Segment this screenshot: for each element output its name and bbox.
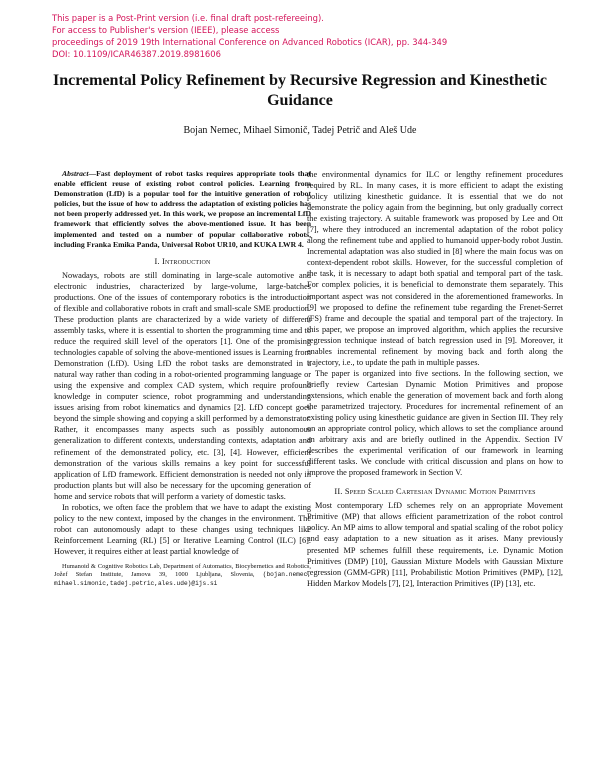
abstract: [54, 169, 311, 250]
author-list: Bojan Nemec, Mihael Simonič, Tadej Petrič and Aleš Ude: [183, 125, 417, 136]
paragraph: Most contemporary LfD schemes rely on an appropriate Movement Primitive (MP) that allows efficient parametrization of the robot control policy. An MP aims to allow temporal and spatial scaling of the robot policy and easy adaptation to a new situation as it arises. Many previously presented MP schemes fulfill these requirements, i.e. Dynamic Motion Primitives (DMP) [10], Gaussian Mixture Models with Gaussian Mixture regression (GMM-GPR) [11], Probabilistic Motion Primitives (PMP), [12], Hidden Markov Models [7], [2], Interaction Primitives (IP) [13], etc.: [307, 501, 563, 588]
abstract-text: —Fast deployment of robot tasks requires appropriate tools that enable efficient reuse of existing robot control policies. Learning from Demonstration (LfD) is a popular tool for the intuitive generation of robot policies, but the issue of how to address the adaptation of existing policies has not been properly addressed yet. In this work, we propose an incremental LfD framework that efficiently solves the above-mentioned issue. It has been implemented and tested on a number of popular collaborative robots, including Franka Emika Panda, Universal Robot UR10, and KUKA LWR 4.: [54, 169, 311, 249]
notice-line-2[interactable]: For access to Publisher's version (IEEE), please access: [52, 25, 280, 35]
left-column: [54, 169, 311, 588]
postprint-notice: [52, 12, 552, 60]
paper-title: Incremental Policy Refinement by Recursive Regression and Kinesthetic Guidance: [52, 72, 547, 109]
section-heading-introduction: I. Introduction: [154, 256, 211, 266]
section-heading-dmp: II. Speed Scaled Cartesian Dynamic Motion Primitives: [334, 487, 536, 497]
footnote-emails: (bojan.nemec, mihael.simonic,tadej.petric,ales.ude)@ijs.si: [54, 571, 312, 587]
notice-doi[interactable]: DOI: 10.1109/ICAR46387.2019.8981606: [52, 49, 221, 59]
notice-line-3: proceedings of 2019 19th International Conference on Advanced Robotics (ICAR), pp. 344-349: [52, 37, 448, 47]
right-column: [307, 169, 563, 589]
paragraph: the environmental dynamics for ILC or lengthy refinement procedures required by RL. In many cases, it is more efficient to adapt the existing policy utilizing kinesthetic guidance. It is essential that we do not demonstrate the policy again from the beginning, but only gradually correct the existing trajectory. A suitable framework was proposed by Lee and Ott [7], where they introduced an incremental adaptation of the robot policy along the refinement tube and applied to humanoid upper-body robot Justin. Incremental adaptation was also studied in [8] where the main focus was on context-dependent robot skills. However, for the successful completion of the task, it is necessary to adapt both spatial and temporal part of the task. For complex policies, it is beneficial to demonstrate them separately. This important aspect was not considered in the aforementioned frameworks. In [9] we proposed to define the refinement tube regarding the Frenet-Serret (FS) frame and decouple the spatial and temporal part of the trajectory. In this paper, we propose an improved algorithm, which applies the recursive regression technique instead of batch regression used in [9]. Moreover, it enables incremental refinement by moving back and forth along the trajectory, i.e., to update the path in multiple passes.: [307, 170, 563, 367]
notice-line-1: This paper is a Post-Print version (i.e. final draft post-refereeing).: [52, 13, 324, 23]
paragraph: In robotics, we often face the problem that we have to adapt the existing policy to the new context, imposed by the changes in the environment. The robot can autonomously adapt to these changes using techniques like Reinforcement Learning (RL) [5] or Iterative Learning Control (ILC) [6]. However, it requires either at least partial knowledge of: [54, 502, 311, 556]
author-affiliation-footnote: [54, 563, 311, 588]
paragraph: Nowadays, robots are still dominating in large-scale automotive and electronic industries, characterized by large-volume, large-batches productions. One of the issues of contemporary robotics is the introduction of flexible and collaborative robots in craft and small-scale SME production. These production plants are characterized by a wide variety of different assembly tasks, where it is essential to shorten the programming time and to reduce the required skill level of the operators [1]. One of the promising technologies capable of solving the above-mentioned issues is Learning from Demonstration (LfD). Using LfD the robot tasks are demonstrated in a natural way rather than coding in a robot-oriented programming language or using the expensive and complex CAD system, which require profound knowledge in computer science, robot programming and understanding issues arising from robot kinematics and dynamics [2]. LfD concept goes beyond the simple showing and copying a skill performed by a demonstrator. Rather, it encompasses many aspects such as possibly autonomous generalization to different contexts, understanding contexts, adaptation and refinement of the demonstrated policy, etc. [3], [4]. However, efficient demonstration of the various skills remains a key point for successful application of LfD framework. Efficient demonstration is needed not only in production plants but will also be necessary for the upcoming generation of home and service robots that will perform a variety of domestic tasks.: [54, 270, 311, 501]
abstract-label: Abstract: [62, 169, 89, 178]
paragraph: The paper is organized into five sections. In the following section, we briefly review Cartesian Dynamic Motion Primitives and propose extensions, which enable the generation of movement back and forth along the parametrized trajectory. Procedures for incremental refinement of an existing policy using kinesthetic guidance are given in Section III. They rely on an appropriate control policy, which allows to set the compliance around an arbitrary axis and are briefly outlined in the Appendix. Section IV describes the experimental verification of our framework in learning different tasks. We conclude with critical discussion and plans on how to improve the proposed framework in Section V.: [307, 368, 563, 478]
footnote-text: Humanoid & Cognitive Robotics Lab, Department of Automatics, Biocybernetics and Robotics, Jožef Stefan Institute, Jamova 39, 1000 Ljubljana, Slovenia,: [54, 562, 311, 579]
